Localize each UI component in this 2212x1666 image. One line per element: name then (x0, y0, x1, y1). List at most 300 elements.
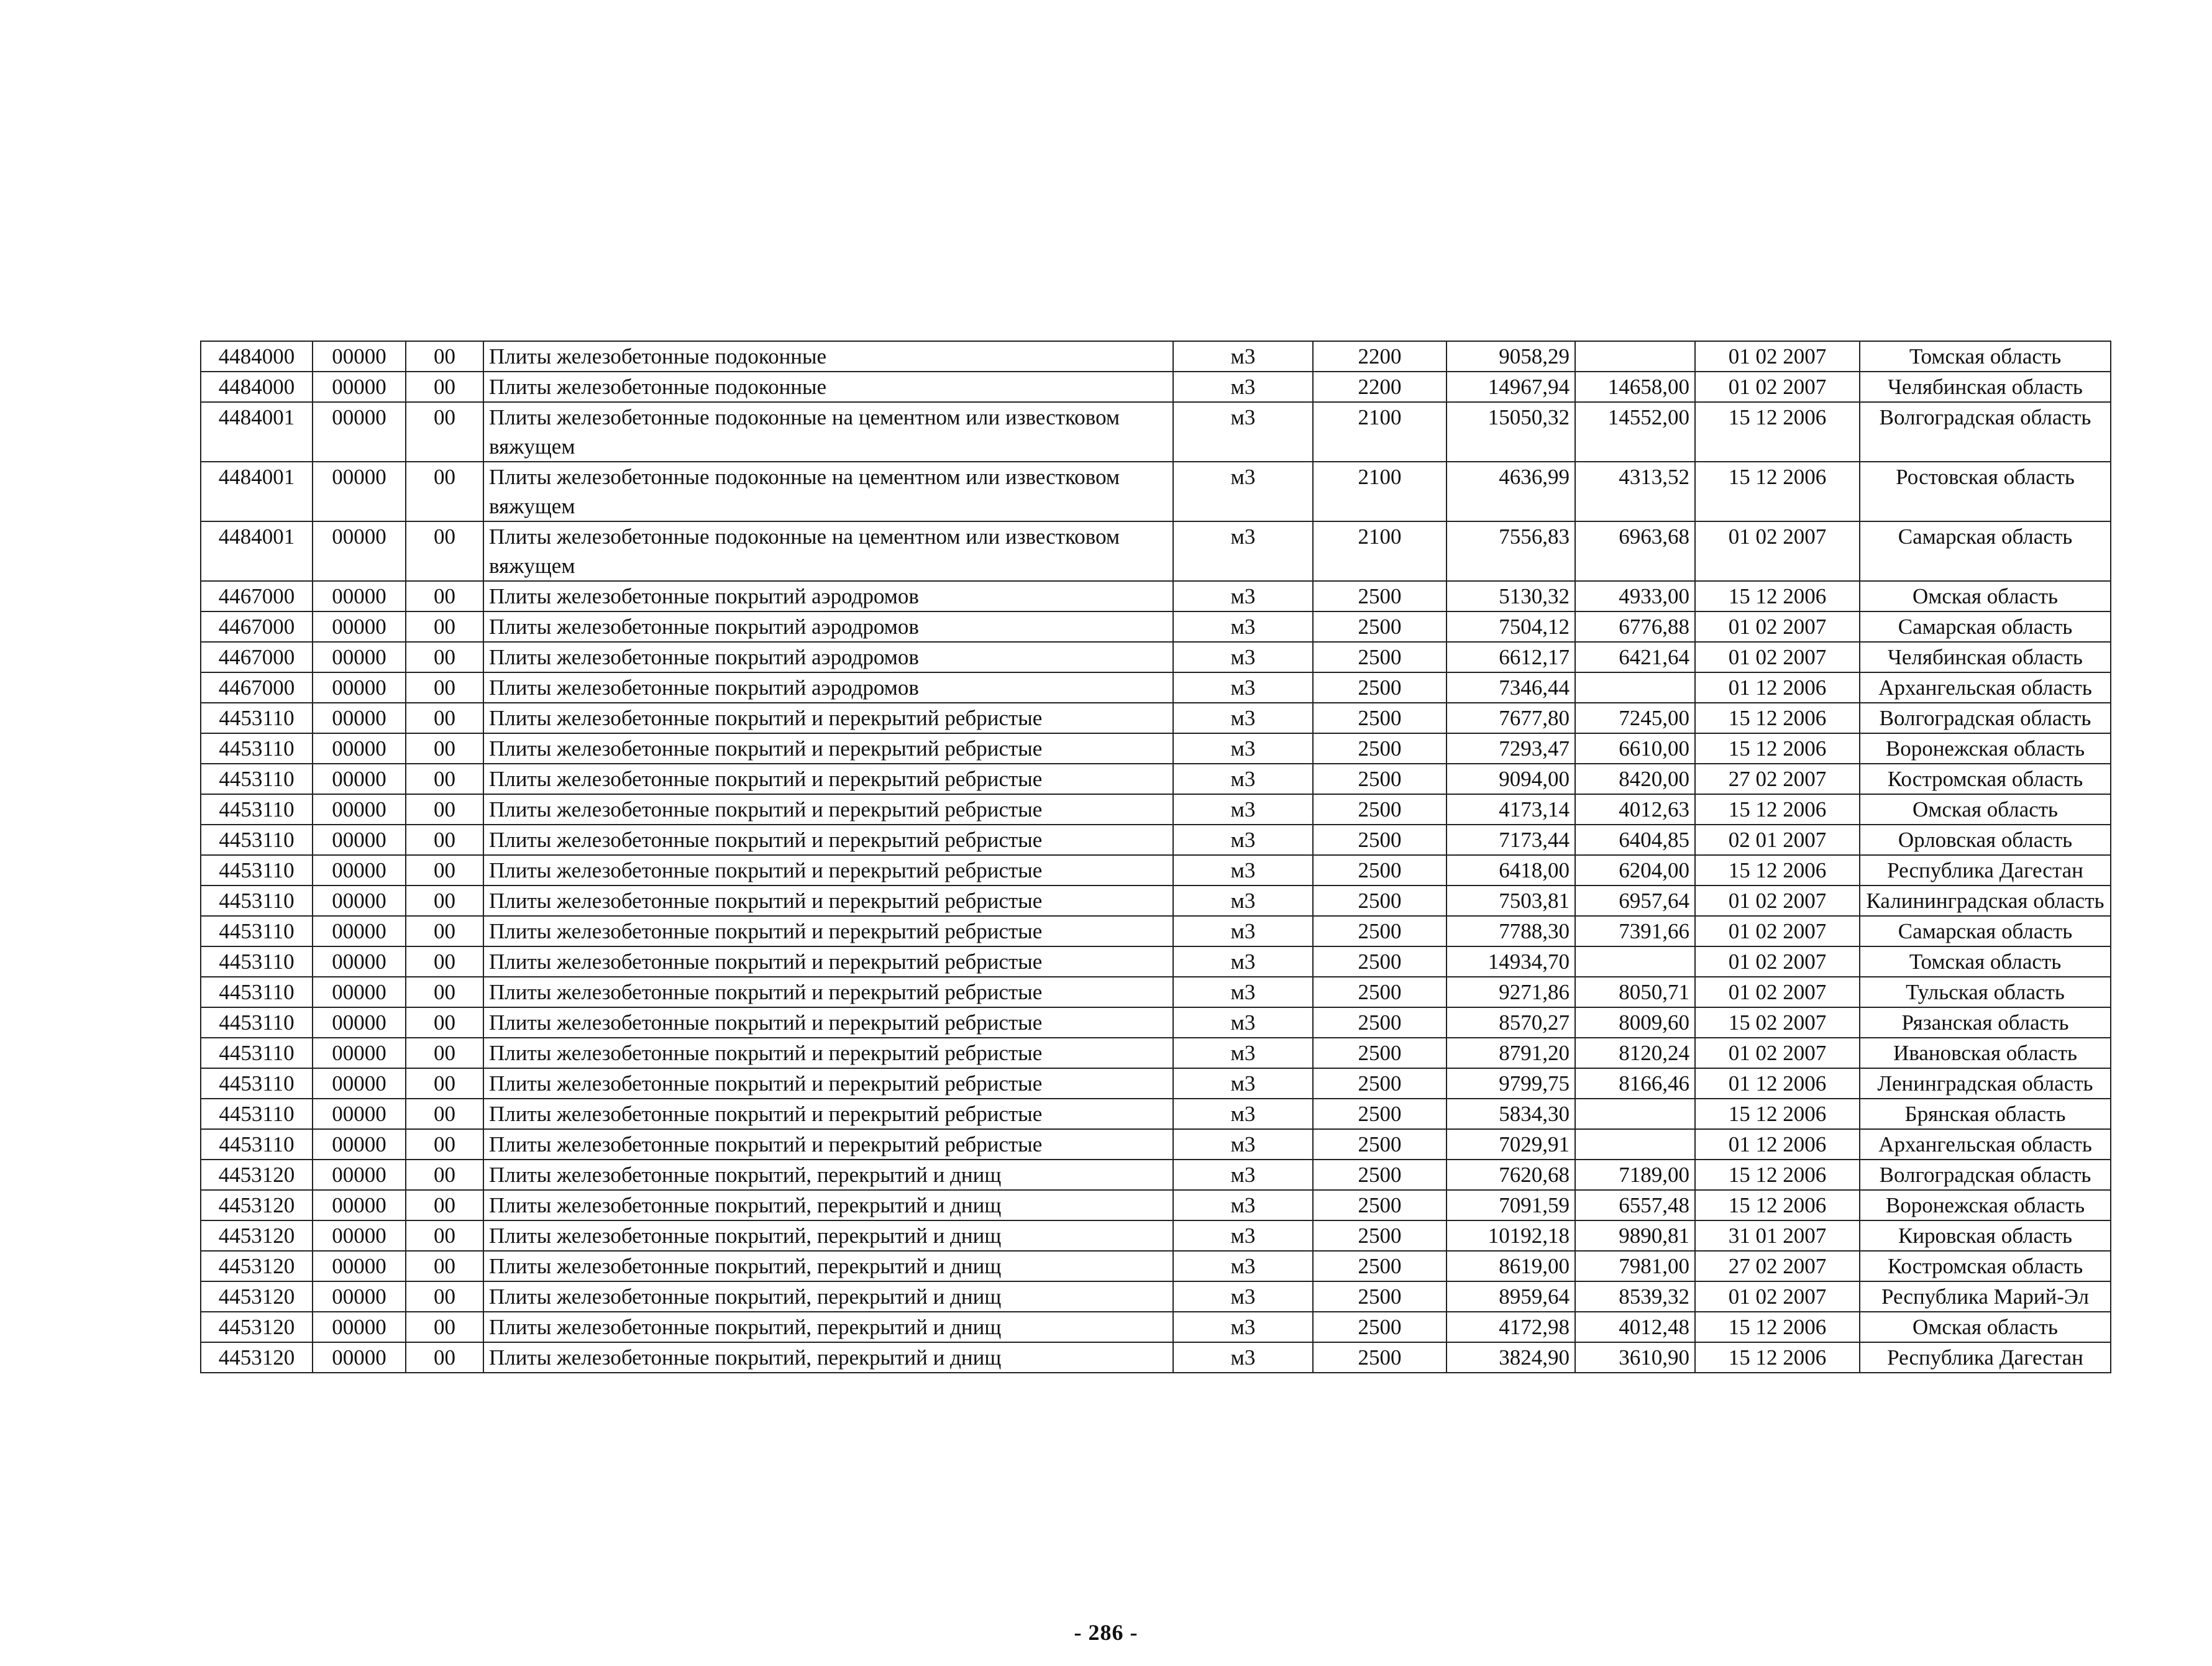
price-alt-cell: 14552,00 (1575, 402, 1695, 462)
extcode-cell: 00 (406, 462, 483, 521)
price-cell: 9271,86 (1446, 977, 1575, 1007)
extcode-cell: 00 (406, 1312, 483, 1342)
density-cell: 2500 (1313, 703, 1446, 733)
region-cell: Волгоградская область (1860, 402, 2111, 462)
product-name-cell: Плиты железобетонные покрытий и перекрытий ребристые (483, 1007, 1173, 1038)
price-alt-cell (1575, 1129, 1695, 1160)
price-cell: 7173,44 (1446, 825, 1575, 855)
unit-cell: м3 (1173, 521, 1313, 581)
table-row (201, 1342, 2111, 1373)
date-cell: 01 02 2007 (1695, 521, 1860, 581)
extcode-cell: 00 (406, 977, 483, 1007)
density-cell: 2200 (1313, 372, 1446, 402)
price-cell: 9799,75 (1446, 1068, 1575, 1099)
price-cell: 8619,00 (1446, 1251, 1575, 1281)
product-name-cell: Плиты железобетонные покрытий и перекрытий ребристые (483, 825, 1173, 855)
date-cell: 01 02 2007 (1695, 886, 1860, 916)
unit-cell: м3 (1173, 1190, 1313, 1220)
table-row (201, 341, 2111, 372)
density-cell: 2100 (1313, 521, 1446, 581)
product-name-cell: Плиты железобетонные подоконные на цементном или известковом вяжущем (483, 462, 1173, 521)
code-cell: 4484001 (201, 521, 313, 581)
price-alt-cell (1575, 1099, 1695, 1129)
table-row (201, 703, 2111, 733)
extcode-cell: 00 (406, 341, 483, 372)
price-alt-cell: 4012,63 (1575, 794, 1695, 825)
table-row (201, 977, 2111, 1007)
extcode-cell: 00 (406, 764, 483, 794)
density-cell: 2500 (1313, 642, 1446, 672)
extcode-cell: 00 (406, 1129, 483, 1160)
unit-cell: м3 (1173, 886, 1313, 916)
density-cell: 2500 (1313, 946, 1446, 977)
subcode-cell: 00000 (313, 1068, 406, 1099)
unit-cell: м3 (1173, 794, 1313, 825)
product-name-cell: Плиты железобетонные покрытий и перекрытий ребристые (483, 1099, 1173, 1129)
subcode-cell: 00000 (313, 825, 406, 855)
unit-cell: м3 (1173, 642, 1313, 672)
density-cell: 2500 (1313, 1281, 1446, 1312)
subcode-cell: 00000 (313, 794, 406, 825)
unit-cell: м3 (1173, 1038, 1313, 1068)
product-name-cell: Плиты железобетонные подоконные на цементном или известковом вяжущем (483, 521, 1173, 581)
region-cell: Ивановская область (1860, 1038, 2111, 1068)
subcode-cell: 00000 (313, 1281, 406, 1312)
price-cell: 8959,64 (1446, 1281, 1575, 1312)
table-row (201, 642, 2111, 672)
code-cell: 4453120 (201, 1190, 313, 1220)
code-cell: 4453110 (201, 1007, 313, 1038)
table-row (201, 1099, 2111, 1129)
price-cell: 7091,59 (1446, 1190, 1575, 1220)
subcode-cell: 00000 (313, 1312, 406, 1342)
date-cell: 15 12 2006 (1695, 402, 1860, 462)
code-cell: 4453110 (201, 733, 313, 764)
table-row (201, 764, 2111, 794)
subcode-cell: 00000 (313, 581, 406, 611)
extcode-cell: 00 (406, 886, 483, 916)
extcode-cell: 00 (406, 733, 483, 764)
date-cell: 02 01 2007 (1695, 825, 1860, 855)
extcode-cell: 00 (406, 1190, 483, 1220)
unit-cell: м3 (1173, 703, 1313, 733)
subcode-cell: 00000 (313, 916, 406, 946)
product-name-cell: Плиты железобетонные покрытий и перекрытий ребристые (483, 733, 1173, 764)
price-cell: 4173,14 (1446, 794, 1575, 825)
subcode-cell: 00000 (313, 977, 406, 1007)
density-cell: 2500 (1313, 1220, 1446, 1251)
product-name-cell: Плиты железобетонные покрытий и перекрытий ребристые (483, 886, 1173, 916)
price-alt-cell: 6557,48 (1575, 1190, 1695, 1220)
date-cell: 01 02 2007 (1695, 946, 1860, 977)
product-name-cell: Плиты железобетонные покрытий аэродромов (483, 642, 1173, 672)
region-cell: Волгоградская область (1860, 703, 2111, 733)
table-row (201, 1068, 2111, 1099)
table-row (201, 1281, 2111, 1312)
date-cell: 15 12 2006 (1695, 703, 1860, 733)
subcode-cell: 00000 (313, 1129, 406, 1160)
price-alt-cell: 8050,71 (1575, 977, 1695, 1007)
density-cell: 2100 (1313, 402, 1446, 462)
code-cell: 4453120 (201, 1251, 313, 1281)
date-cell: 01 12 2006 (1695, 1068, 1860, 1099)
subcode-cell: 00000 (313, 672, 406, 703)
price-cell: 9094,00 (1446, 764, 1575, 794)
subcode-cell: 00000 (313, 1220, 406, 1251)
product-name-cell: Плиты железобетонные покрытий и перекрытий ребристые (483, 946, 1173, 977)
code-cell: 4453120 (201, 1220, 313, 1251)
table-row (201, 1251, 2111, 1281)
code-cell: 4453110 (201, 794, 313, 825)
extcode-cell: 00 (406, 855, 483, 886)
extcode-cell: 00 (406, 642, 483, 672)
subcode-cell: 00000 (313, 642, 406, 672)
price-cell: 10192,18 (1446, 1220, 1575, 1251)
table-row (201, 1007, 2111, 1038)
subcode-cell: 00000 (313, 1007, 406, 1038)
product-name-cell: Плиты железобетонные покрытий и перекрытий ребристые (483, 1068, 1173, 1099)
table-row (201, 794, 2111, 825)
product-name-cell: Плиты железобетонные покрытий аэродромов (483, 611, 1173, 642)
code-cell: 4453110 (201, 916, 313, 946)
table-row (201, 855, 2111, 886)
date-cell: 15 12 2006 (1695, 1312, 1860, 1342)
price-alt-cell (1575, 946, 1695, 977)
code-cell: 4453110 (201, 1129, 313, 1160)
density-cell: 2500 (1313, 916, 1446, 946)
region-cell: Самарская область (1860, 611, 2111, 642)
date-cell: 01 02 2007 (1695, 977, 1860, 1007)
price-alt-cell: 7245,00 (1575, 703, 1695, 733)
product-name-cell: Плиты железобетонные покрытий и перекрытий ребристые (483, 764, 1173, 794)
code-cell: 4453110 (201, 977, 313, 1007)
price-alt-cell: 6776,88 (1575, 611, 1695, 642)
table-row (201, 1038, 2111, 1068)
table-row (201, 825, 2111, 855)
density-cell: 2100 (1313, 462, 1446, 521)
price-alt-cell: 3610,90 (1575, 1342, 1695, 1373)
product-name-cell: Плиты железобетонные покрытий, перекрытий и днищ (483, 1312, 1173, 1342)
density-cell: 2500 (1313, 977, 1446, 1007)
product-name-cell: Плиты железобетонные покрытий аэродромов (483, 581, 1173, 611)
subcode-cell: 00000 (313, 703, 406, 733)
price-cell: 8570,27 (1446, 1007, 1575, 1038)
unit-cell: м3 (1173, 1312, 1313, 1342)
extcode-cell: 00 (406, 402, 483, 462)
code-cell: 4453110 (201, 946, 313, 977)
extcode-cell: 00 (406, 1220, 483, 1251)
extcode-cell: 00 (406, 611, 483, 642)
product-name-cell: Плиты железобетонные покрытий, перекрытий и днищ (483, 1281, 1173, 1312)
unit-cell: м3 (1173, 581, 1313, 611)
price-cell: 7504,12 (1446, 611, 1575, 642)
region-cell: Костромская область (1860, 764, 2111, 794)
price-cell: 7346,44 (1446, 672, 1575, 703)
price-cell: 5834,30 (1446, 1099, 1575, 1129)
region-cell: Рязанская область (1860, 1007, 2111, 1038)
price-alt-cell: 4012,48 (1575, 1312, 1695, 1342)
price-alt-cell: 9890,81 (1575, 1220, 1695, 1251)
unit-cell: м3 (1173, 855, 1313, 886)
product-name-cell: Плиты железобетонные покрытий и перекрытий ребристые (483, 1129, 1173, 1160)
unit-cell: м3 (1173, 1220, 1313, 1251)
density-cell: 2500 (1313, 733, 1446, 764)
density-cell: 2200 (1313, 341, 1446, 372)
extcode-cell: 00 (406, 1281, 483, 1312)
region-cell: Самарская область (1860, 916, 2111, 946)
date-cell: 01 02 2007 (1695, 1038, 1860, 1068)
product-name-cell: Плиты железобетонные покрытий, перекрытий и днищ (483, 1160, 1173, 1190)
product-name-cell: Плиты железобетонные подоконные (483, 372, 1173, 402)
table-row (201, 886, 2111, 916)
date-cell: 01 12 2006 (1695, 1129, 1860, 1160)
extcode-cell: 00 (406, 521, 483, 581)
date-cell: 01 02 2007 (1695, 642, 1860, 672)
unit-cell: м3 (1173, 672, 1313, 703)
code-cell: 4453110 (201, 703, 313, 733)
date-cell: 01 02 2007 (1695, 372, 1860, 402)
subcode-cell: 00000 (313, 855, 406, 886)
price-alt-cell (1575, 672, 1695, 703)
table-row (201, 1160, 2111, 1190)
price-alt-cell: 7189,00 (1575, 1160, 1695, 1190)
table-body (201, 341, 2111, 1373)
unit-cell: м3 (1173, 733, 1313, 764)
density-cell: 2500 (1313, 886, 1446, 916)
subcode-cell: 00000 (313, 1099, 406, 1129)
region-cell: Воронежская область (1860, 733, 2111, 764)
table-row (201, 1190, 2111, 1220)
unit-cell: м3 (1173, 1160, 1313, 1190)
region-cell: Томская область (1860, 341, 2111, 372)
code-cell: 4484001 (201, 462, 313, 521)
code-cell: 4453110 (201, 1038, 313, 1068)
product-name-cell: Плиты железобетонные подоконные на цементном или известковом вяжущем (483, 402, 1173, 462)
extcode-cell: 00 (406, 794, 483, 825)
unit-cell: м3 (1173, 977, 1313, 1007)
unit-cell: м3 (1173, 1251, 1313, 1281)
date-cell: 15 12 2006 (1695, 581, 1860, 611)
region-cell: Челябинская область (1860, 642, 2111, 672)
extcode-cell: 00 (406, 825, 483, 855)
region-cell: Ростовская область (1860, 462, 2111, 521)
extcode-cell: 00 (406, 1007, 483, 1038)
price-cell: 7788,30 (1446, 916, 1575, 946)
code-cell: 4467000 (201, 581, 313, 611)
date-cell: 01 02 2007 (1695, 916, 1860, 946)
density-cell: 2500 (1313, 1099, 1446, 1129)
date-cell: 15 02 2007 (1695, 1007, 1860, 1038)
density-cell: 2500 (1313, 855, 1446, 886)
density-cell: 2500 (1313, 1068, 1446, 1099)
region-cell: Волгоградская область (1860, 1160, 2111, 1190)
price-alt-cell: 6610,00 (1575, 733, 1695, 764)
table-row (201, 581, 2111, 611)
unit-cell: м3 (1173, 764, 1313, 794)
table-row (201, 611, 2111, 642)
price-alt-cell: 4933,00 (1575, 581, 1695, 611)
density-cell: 2500 (1313, 611, 1446, 642)
extcode-cell: 00 (406, 946, 483, 977)
price-alt-cell: 7391,66 (1575, 916, 1695, 946)
price-cell: 3824,90 (1446, 1342, 1575, 1373)
code-cell: 4453110 (201, 886, 313, 916)
price-cell: 14967,94 (1446, 372, 1575, 402)
product-name-cell: Плиты железобетонные подоконные (483, 341, 1173, 372)
subcode-cell: 00000 (313, 733, 406, 764)
price-cell: 4636,99 (1446, 462, 1575, 521)
unit-cell: м3 (1173, 402, 1313, 462)
product-name-cell: Плиты железобетонные покрытий аэродромов (483, 672, 1173, 703)
density-cell: 2500 (1313, 1342, 1446, 1373)
price-cell: 15050,32 (1446, 402, 1575, 462)
price-alt-cell (1575, 341, 1695, 372)
subcode-cell: 00000 (313, 1038, 406, 1068)
price-cell: 14934,70 (1446, 946, 1575, 977)
density-cell: 2500 (1313, 1312, 1446, 1342)
price-alt-cell: 7981,00 (1575, 1251, 1695, 1281)
product-name-cell: Плиты железобетонные покрытий и перекрытий ребристые (483, 794, 1173, 825)
unit-cell: м3 (1173, 1281, 1313, 1312)
region-cell: Республика Марий-Эл (1860, 1281, 2111, 1312)
density-cell: 2500 (1313, 1129, 1446, 1160)
subcode-cell: 00000 (313, 611, 406, 642)
date-cell: 15 12 2006 (1695, 733, 1860, 764)
price-alt-cell: 6963,68 (1575, 521, 1695, 581)
product-name-cell: Плиты железобетонные покрытий и перекрытий ребристые (483, 1038, 1173, 1068)
code-cell: 4453120 (201, 1312, 313, 1342)
region-cell: Архангельская область (1860, 672, 2111, 703)
subcode-cell: 00000 (313, 1251, 406, 1281)
product-name-cell: Плиты железобетонные покрытий, перекрытий и днищ (483, 1342, 1173, 1373)
unit-cell: м3 (1173, 372, 1313, 402)
region-cell: Челябинская область (1860, 372, 2111, 402)
density-cell: 2500 (1313, 794, 1446, 825)
unit-cell: м3 (1173, 462, 1313, 521)
extcode-cell: 00 (406, 1342, 483, 1373)
code-cell: 4453110 (201, 855, 313, 886)
subcode-cell: 00000 (313, 1160, 406, 1190)
product-name-cell: Плиты железобетонные покрытий и перекрытий ребристые (483, 916, 1173, 946)
extcode-cell: 00 (406, 581, 483, 611)
region-cell: Омская область (1860, 794, 2111, 825)
date-cell: 15 12 2006 (1695, 1342, 1860, 1373)
date-cell: 15 12 2006 (1695, 1099, 1860, 1129)
date-cell: 27 02 2007 (1695, 1251, 1860, 1281)
date-cell: 15 12 2006 (1695, 855, 1860, 886)
price-alt-cell: 8420,00 (1575, 764, 1695, 794)
price-alt-cell: 8166,46 (1575, 1068, 1695, 1099)
extcode-cell: 00 (406, 372, 483, 402)
region-cell: Воронежская область (1860, 1190, 2111, 1220)
region-cell: Ленинградская область (1860, 1068, 2111, 1099)
density-cell: 2500 (1313, 825, 1446, 855)
density-cell: 2500 (1313, 672, 1446, 703)
table-row (201, 916, 2111, 946)
price-cell: 7029,91 (1446, 1129, 1575, 1160)
region-cell: Костромская область (1860, 1251, 2111, 1281)
extcode-cell: 00 (406, 1068, 483, 1099)
density-cell: 2500 (1313, 1251, 1446, 1281)
price-cell: 6612,17 (1446, 642, 1575, 672)
density-cell: 2500 (1313, 764, 1446, 794)
region-cell: Омская область (1860, 1312, 2111, 1342)
date-cell: 01 12 2006 (1695, 672, 1860, 703)
price-alt-cell: 6404,85 (1575, 825, 1695, 855)
code-cell: 4453110 (201, 1068, 313, 1099)
unit-cell: м3 (1173, 916, 1313, 946)
region-cell: Республика Дагестан (1860, 1342, 2111, 1373)
table-row (201, 372, 2111, 402)
region-cell: Архангельская область (1860, 1129, 2111, 1160)
price-table (200, 341, 2111, 1373)
price-cell: 4172,98 (1446, 1312, 1575, 1342)
extcode-cell: 00 (406, 703, 483, 733)
product-name-cell: Плиты железобетонные покрытий и перекрытий ребристые (483, 703, 1173, 733)
price-cell: 7293,47 (1446, 733, 1575, 764)
table-row (201, 672, 2111, 703)
date-cell: 27 02 2007 (1695, 764, 1860, 794)
region-cell: Кировская область (1860, 1220, 2111, 1251)
extcode-cell: 00 (406, 1160, 483, 1190)
price-cell: 8791,20 (1446, 1038, 1575, 1068)
price-alt-cell: 8539,32 (1575, 1281, 1695, 1312)
table-row (201, 1312, 2111, 1342)
date-cell: 15 12 2006 (1695, 794, 1860, 825)
unit-cell: м3 (1173, 1099, 1313, 1129)
region-cell: Брянская область (1860, 1099, 2111, 1129)
price-alt-cell: 4313,52 (1575, 462, 1695, 521)
code-cell: 4484000 (201, 372, 313, 402)
price-alt-cell: 6957,64 (1575, 886, 1695, 916)
density-cell: 2500 (1313, 1160, 1446, 1190)
date-cell: 01 02 2007 (1695, 1281, 1860, 1312)
density-cell: 2500 (1313, 1007, 1446, 1038)
code-cell: 4453110 (201, 1099, 313, 1129)
price-cell: 9058,29 (1446, 341, 1575, 372)
table-row (201, 462, 2111, 521)
product-name-cell: Плиты железобетонные покрытий и перекрытий ребристые (483, 977, 1173, 1007)
region-cell: Орловская область (1860, 825, 2111, 855)
unit-cell: м3 (1173, 1068, 1313, 1099)
date-cell: 15 12 2006 (1695, 1160, 1860, 1190)
product-name-cell: Плиты железобетонные покрытий, перекрытий и днищ (483, 1251, 1173, 1281)
subcode-cell: 00000 (313, 764, 406, 794)
price-alt-cell: 6204,00 (1575, 855, 1695, 886)
region-cell: Тульская область (1860, 977, 2111, 1007)
code-cell: 4453110 (201, 764, 313, 794)
price-cell: 6418,00 (1446, 855, 1575, 886)
table-row (201, 946, 2111, 977)
subcode-cell: 00000 (313, 886, 406, 916)
price-cell: 7556,83 (1446, 521, 1575, 581)
price-cell: 7677,80 (1446, 703, 1575, 733)
unit-cell: м3 (1173, 825, 1313, 855)
price-alt-cell: 8009,60 (1575, 1007, 1695, 1038)
subcode-cell: 00000 (313, 462, 406, 521)
code-cell: 4467000 (201, 611, 313, 642)
table-row (201, 402, 2111, 462)
density-cell: 2500 (1313, 1038, 1446, 1068)
price-alt-cell: 8120,24 (1575, 1038, 1695, 1068)
subcode-cell: 00000 (313, 1190, 406, 1220)
unit-cell: м3 (1173, 1007, 1313, 1038)
subcode-cell: 00000 (313, 341, 406, 372)
date-cell: 15 12 2006 (1695, 462, 1860, 521)
subcode-cell: 00000 (313, 372, 406, 402)
product-name-cell: Плиты железобетонные покрытий и перекрытий ребристые (483, 855, 1173, 886)
region-cell: Калининградская область (1860, 886, 2111, 916)
